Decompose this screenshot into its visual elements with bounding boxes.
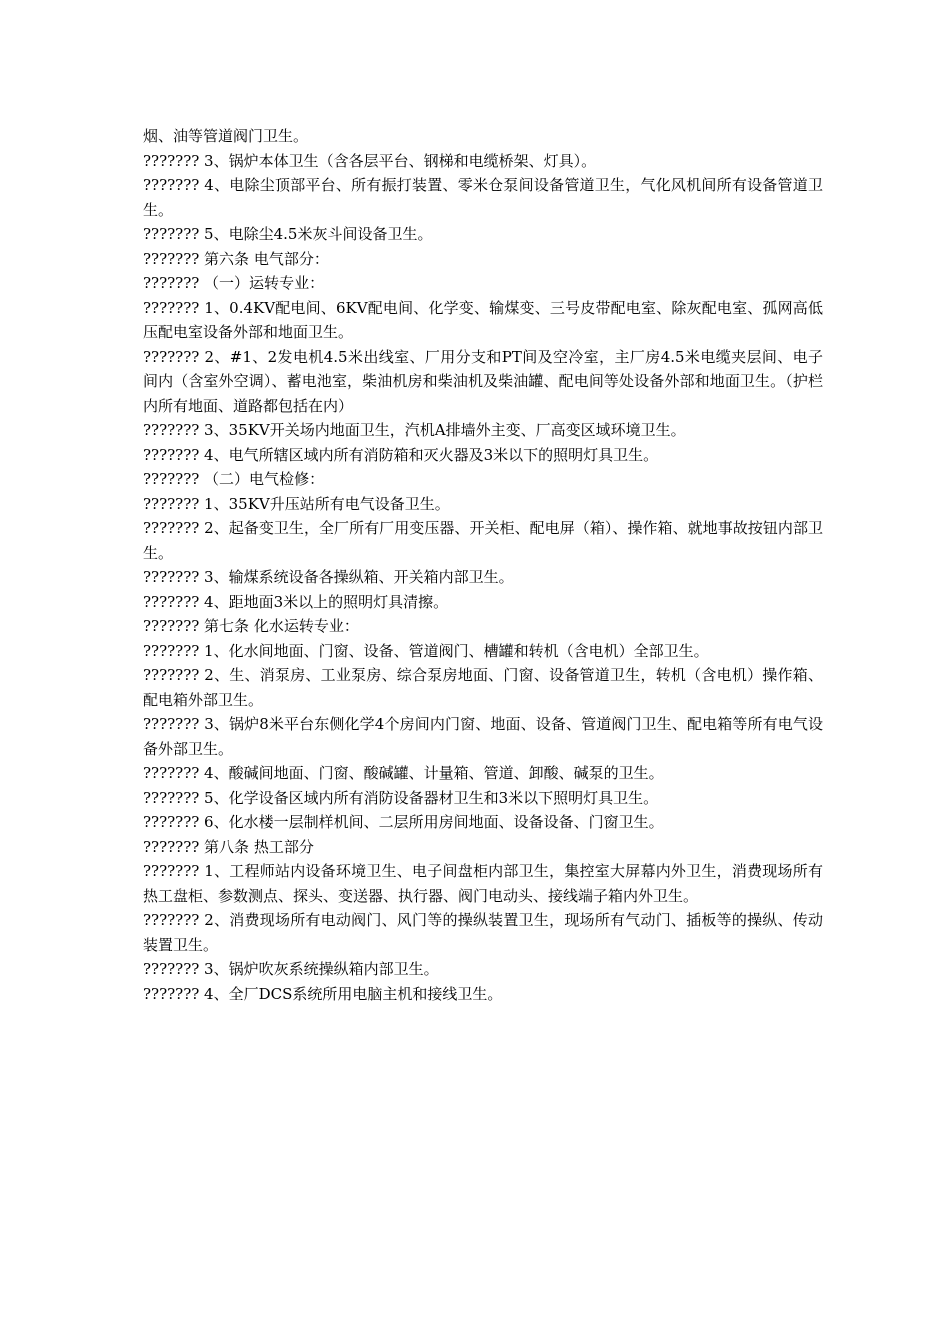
document-paragraph: ??????? 1、化水间地面、门窗、设备、管道阀门、槽罐和转机（含电机）全部卫生。 (143, 641, 709, 660)
document-paragraph: ??????? 3、输煤系统设备各操纵箱、开关箱内部卫生。 (143, 568, 514, 586)
document-paragraph: ??????? 2、消费现场所有电动阀门、风门等的操纵装置卫生，现场所有气动门、插板等的操纵、传动装置卫生。 (143, 911, 823, 954)
document-paragraph: ??????? 5、化学设备区域内所有消防设备器材卫生和3米以下照明灯具卫生。 (143, 788, 659, 807)
document-paragraph: ??????? 4、全厂DCS系统所用电脑主机和接线卫生。 (143, 984, 503, 1003)
document-body (143, 124, 823, 1006)
document-paragraph: ??????? 1、0.4KV配电间、6KV配电间、化学变、输煤变、三号皮带配电室、除灰配电室、孤网高低压配电室设备外部和地面卫生。 (143, 298, 823, 341)
document-paragraph: ??????? 3、锅炉8米平台东侧化学4个房间内门窗、地面、设备、管道阀门卫生、配电箱等所有电气设备外部卫生。 (143, 715, 823, 758)
document-paragraph: ??????? （一）运转专业： (143, 274, 325, 292)
document-paragraph: ??????? 2、#1、2发电机4.5米出线室、厂用分支和PT间及空冷室，主厂房4.5米电缆夹层间、电子间内（含室外空调）、蓄电池室，柴油机房和柴油机及柴油罐、配电间等处设备外部和地面卫生。（护栏内所有地面、道路都包括在内） (143, 347, 823, 415)
document-paragraph: ??????? 4、距地面3米以上的照明灯具清擦。 (143, 592, 449, 611)
document-paragraph: ??????? 2、起备变卫生，全厂所有厂用变压器、开关柜、配电屏（箱）、操作箱、就地事故按钮内部卫生。 (143, 519, 823, 562)
document-paragraph: ??????? 第八条 热工部分 (143, 837, 314, 856)
document-paragraph: ??????? 4、电除尘顶部平台、所有振打装置、零米仓泵间设备管道卫生，气化风机间所有设备管道卫生。 (143, 176, 823, 219)
document-paragraph: ??????? 3、锅炉本体卫生（含各层平台、钢梯和电缆桥架、灯具）。 (143, 151, 597, 170)
document-paragraph: ??????? 1、35KV升压站所有电气设备卫生。 (143, 494, 450, 513)
document-paragraph: 烟、油等管道阀门卫生。 (143, 127, 309, 145)
document-paragraph: ??????? （二）电气检修： (143, 470, 325, 488)
document-paragraph: ??????? 2、生、消泵房、工业泵房、综合泵房地面、门窗、设备管道卫生，转机（含电机）操作箱、配电箱外部卫生。 (143, 666, 823, 709)
document-paragraph: ??????? 3、锅炉吹灰系统操纵箱内部卫生。 (143, 960, 439, 978)
document-paragraph: ??????? 第六条 电气部分： (143, 249, 329, 268)
document-paragraph: ??????? 1、工程师站内设备环境卫生、电子间盘柜内部卫生，集控室大屏幕内外卫生，消费现场所有热工盘柜、参数测点、探头、变送器、执行器、阀门电动头、接线端子箱内外卫生。 (143, 862, 823, 905)
document-paragraph: ??????? 4、电气所辖区域内所有消防箱和灭火器及3米以下的照明灯具卫生。 (143, 445, 659, 464)
document-paragraph: ??????? 3、35KV开关场内地面卫生，汽机A排墙外主变、厂高变区域环境卫生。 (143, 421, 686, 439)
document-paragraph: ??????? 4、酸碱间地面、门窗、酸碱罐、计量箱、管道、卸酸、碱泵的卫生。 (143, 764, 664, 782)
document-paragraph: ??????? 6、化水楼一层制样机间、二层所用房间地面、设备设备、门窗卫生。 (143, 813, 664, 831)
document-paragraph: ??????? 第七条 化水运转专业： (143, 617, 359, 635)
document-paragraph: ??????? 5、电除尘4.5米灰斗间设备卫生。 (143, 225, 433, 243)
